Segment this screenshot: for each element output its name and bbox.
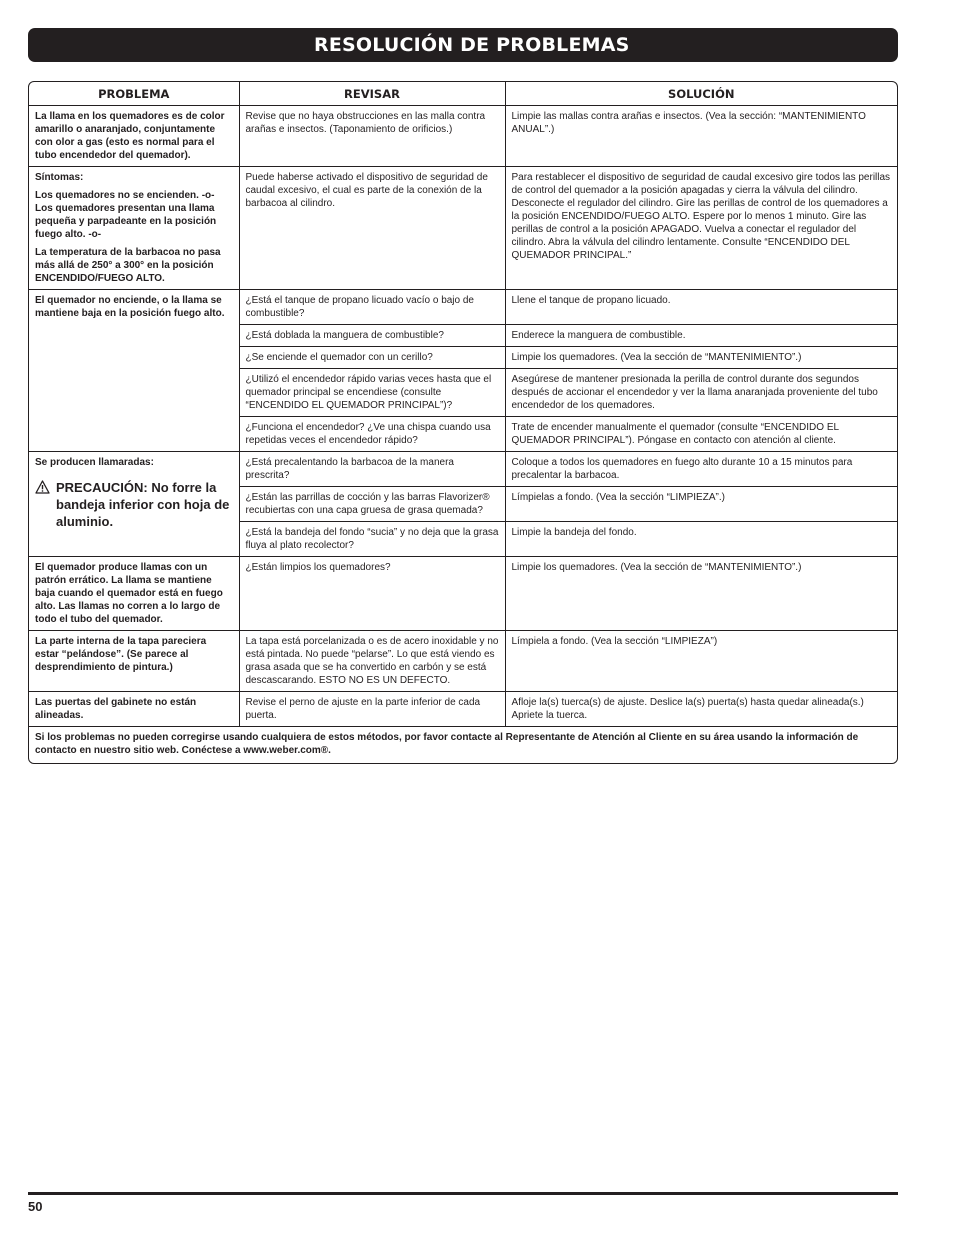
check-cell: La tapa está porcelanizada o es de acero inoxidable y no está pintada. No puede “pelarse”. Lo que está viendo es grasa asada que se ha convertido en carbón y se está descascarando. ESTO NO ES UN DEFECTO. [239,631,505,692]
page-number: 50 [28,1199,43,1214]
check-cell: ¿Funciona el encendedor? ¿Ve una chispa cuando usa repetidas veces el encendedor rápido? [239,417,505,452]
footer-note: Si los problemas no pueden corregirse usando cualquiera de estos métodos, por favor contacte al Representante de Atención al Cliente en su área usando la información de contacto en nuestro sitio web. Conéctese a www.weber.com®. [29,727,897,764]
bottom-rule [28,1192,898,1195]
check-cell: ¿Se enciende el quemador con un cerillo? [239,347,505,369]
problem-text: La temperatura de la barbacoa no pasa más allá de 250° a 300° en la posición ENCENDIDO/FUEGO ALTO. [35,247,221,284]
problem-text: La parte interna de la tapa pareciera estar “pelándose”. (Se parece al desprendimiento de pintura.) [35,636,207,673]
check-cell: Revise el perno de ajuste en la parte inferior de cada puerta. [239,692,505,727]
problem-text: Síntomas: [35,172,84,183]
problem-cell [29,452,239,557]
troubleshooting-table-container [28,81,898,764]
table-row [29,290,897,325]
table-row [29,692,897,727]
header-solution: SOLUCIÓN [505,82,897,106]
problem-cell [29,106,239,167]
check-cell: Puede haberse activado el dispositivo de seguridad de caudal excesivo, el cual es parte de la conexión de la barbacoa al cilindro. [239,167,505,290]
check-cell: ¿Utilizó el encendedor rápido varias veces hasta que el quemador principal se encendiese (consulte “ENCENDIDO EL QUEMADOR PRINCIPAL”)? [239,369,505,417]
problem-text: La llama en los quemadores es de color amarillo o anaranjado, conjuntamente con olor a gas (esto es normal para el tubo encendedor del quemador). [35,111,225,161]
problem-text: El quemador produce llamas con un patrón errático. La llama se mantiene baja cuando el quemador está en fuego alto. Las llamas no corren a lo largo de todo el tubo del quemador. [35,562,223,625]
solution-cell: Limpie la bandeja del fondo. [505,522,897,557]
problem-text: Los quemadores no se encienden. -o- Los quemadores presentan una llama pequeña y parpadeante en la posición fuego alto. -o- [35,190,217,240]
table-row [29,452,897,487]
header-check: REVISAR [239,82,505,106]
table-body [29,106,897,764]
check-cell: ¿Está la bandeja del fondo “sucia” y no deja que la grasa fluya al plato recolector? [239,522,505,557]
table-row [29,106,897,167]
problem-text: El quemador no enciende, o la llama se mantiene baja en la posición fuego alto. [35,295,225,319]
check-cell: ¿Están las parrillas de cocción y las barras Flavorizer® recubiertas con una capa gruesa de grasa quemada? [239,487,505,522]
table-row [29,631,897,692]
solution-cell: Limpie los quemadores. (Vea la sección de “MANTENIMIENTO”.) [505,557,897,631]
header-problem: PROBLEMA [29,82,239,106]
solution-cell: Límpielas a fondo. (Vea la sección “LIMPIEZA”.) [505,487,897,522]
caution-text: PRECAUCIÓN: No forre la bandeja inferior con hoja de aluminio. [56,480,230,529]
solution-cell: Llene el tanque de propano licuado. [505,290,897,325]
warning-triangle-icon [35,480,51,498]
solution-cell: Asegúrese de mantener presionada la perilla de control durante dos segundos después de accionar el encendedor y ver la llama anaranjada proveniente del tubo encendedor de los quemadores. [505,369,897,417]
table-header-row [29,82,897,106]
page-title: RESOLUCIÓN DE PROBLEMAS [314,34,630,56]
problem-cell [29,692,239,727]
problem-cell [29,167,239,290]
table-row [29,557,897,631]
problem-text: Se producen llamaradas: [35,457,154,468]
check-cell: Revise que no haya obstrucciones en las malla contra arañas e insectos. (Taponamiento de orificios.) [239,106,505,167]
table-row [29,167,897,290]
solution-cell: Para restablecer el dispositivo de seguridad de caudal excesivo gire todos las perillas de control del quemador a la posición apagadas y cierra la válvula del cilindro. Desconecte el regulador del cilindro. Gire las perillas de control de los quemadores a la posición ENCENDIDO/FUEGO ALTO. Espere por lo menos 1 minuto. Gire las perillas de control a la posición APAGADO. Vuelva a conectar el regulador del cilindro. Abra la válvula del cilindro lentamente. Consulte “ENCENDIDO DEL QUEMADOR PRINCIPAL.” [505,167,897,290]
problem-cell [29,557,239,631]
check-cell: ¿Están limpios los quemadores? [239,557,505,631]
solution-cell: Limpie los quemadores. (Vea la sección de “MANTENIMIENTO”.) [505,347,897,369]
solution-cell: Límpiela a fondo. (Vea la sección “LIMPIEZA”) [505,631,897,692]
troubleshooting-table [29,82,897,763]
check-cell: ¿Está doblada la manguera de combustible? [239,325,505,347]
problem-text: Las puertas del gabinete no están alineadas. [35,697,197,721]
solution-cell: Trate de encender manualmente el quemador (consulte “ENCENDIDO EL QUEMADOR PRINCIPAL”). Póngase en contacto con atención al cliente. [505,417,897,452]
problem-cell [29,290,239,452]
problem-cell [29,631,239,692]
caution-note [35,479,233,530]
solution-cell: Enderece la manguera de combustible. [505,325,897,347]
footer-row [29,727,897,764]
title-banner [28,28,898,62]
solution-cell: Coloque a todos los quemadores en fuego alto durante 10 a 15 minutos para precalentar la barbacoa. [505,452,897,487]
check-cell: ¿Está precalentando la barbacoa de la manera prescrita? [239,452,505,487]
solution-cell: Afloje la(s) tuerca(s) de ajuste. Deslice la(s) puerta(s) hasta quedar alineada(s.) Apriete la tuerca. [505,692,897,727]
solution-cell: Limpie las mallas contra arañas e insectos. (Vea la sección: “MANTENIMIENTO ANUAL”.) [505,106,897,167]
check-cell: ¿Está el tanque de propano licuado vacío o bajo de combustible? [239,290,505,325]
